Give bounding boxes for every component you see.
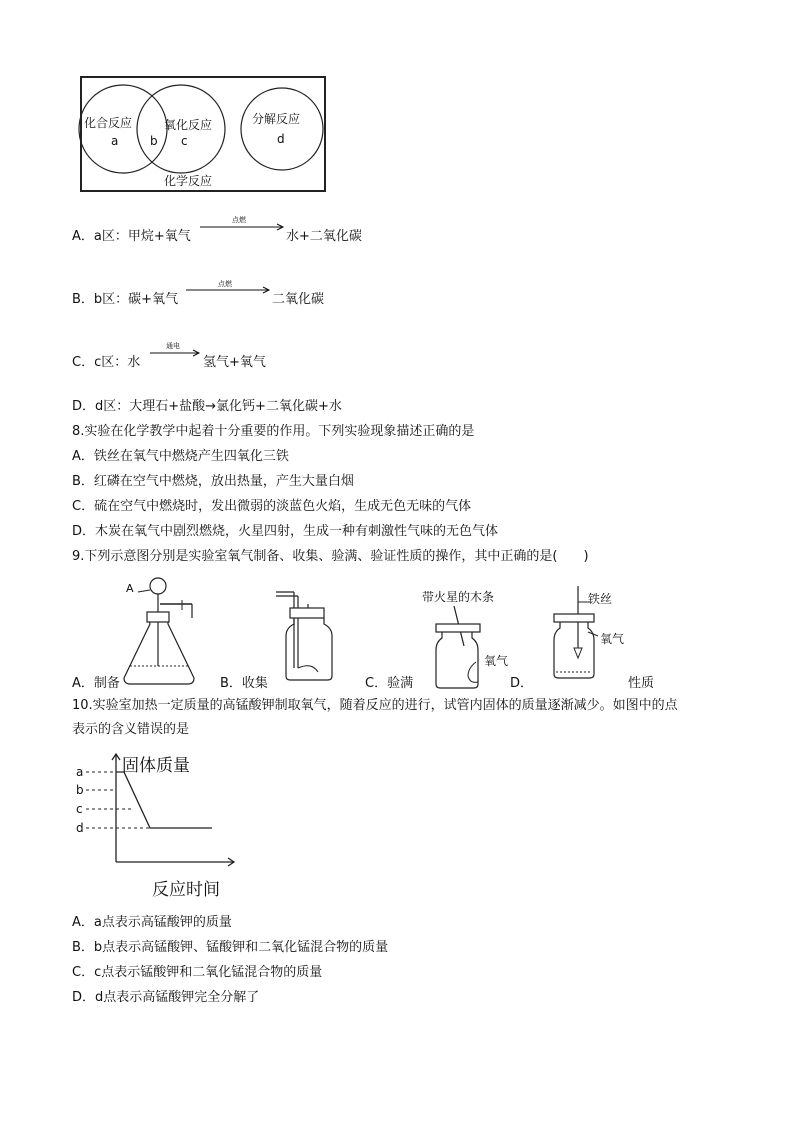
q8-option-d: D．木炭在氧气中剧烈燃烧，火星四射，生成一种有刺激性气味的无色气体 (72, 524, 499, 539)
q9-option-d: D． (510, 676, 534, 691)
q7-option-c-prefix: C．c区：水 (72, 355, 141, 370)
q9-oxygen-label-d: 氧气 (600, 632, 625, 646)
q10-option-a: A．a点表示高锰酸钾的质量 (72, 915, 232, 930)
venn-letter-c: c (181, 134, 188, 148)
q10-graph-level-d: d (76, 821, 84, 835)
q7-option-c-product: 氢气+氧气 (203, 355, 266, 370)
venn-label-chemical-reaction: 化学反应 (164, 174, 213, 188)
q7-option-a-condition: 点燃 (232, 216, 246, 224)
q9-option-a: A．制备 (72, 676, 120, 691)
venn-letter-d: d (277, 132, 285, 146)
q9-option-b: B．收集 (220, 676, 268, 691)
q7-option-b-prefix: B．b区：碳+氧气 (72, 292, 179, 307)
q10-option-d: D．d点表示高锰酸钾完全分解了 (72, 990, 260, 1005)
venn-diagram (78, 74, 328, 194)
mass-curve (116, 772, 212, 828)
q7-option-a-arrow (200, 222, 286, 232)
q10-graph (72, 752, 252, 902)
q9-splint-label: 带火星的木条 (422, 590, 495, 604)
q9-apparatus-d (544, 586, 644, 684)
q7-option-a-product: 水+二氧化碳 (286, 229, 362, 244)
venn-label-combination: 化合反应 (84, 116, 133, 130)
q8-stem: 8.实验在化学教学中起着十分重要的作用。下列实验现象描述正确的是 (72, 424, 475, 439)
q10-stem-line1: 10.实验室加热一定质量的高锰酸钾制取氧气，随着反应的进行，试管内固体的质量逐渐减少。如图中的点 (72, 698, 678, 713)
venn-letter-b: b (150, 134, 158, 148)
q7-option-c (72, 354, 140, 372)
q10-stem-line2: 表示的含义错误的是 (72, 722, 190, 737)
q9-apparatus-a (122, 574, 202, 690)
q7-option-b-condition: 点燃 (218, 280, 232, 288)
venn-label-oxidation: 氧化反应 (164, 118, 213, 132)
q7-option-b (72, 291, 178, 309)
venn-letter-a: a (111, 134, 119, 148)
q7-option-d: D．d区：大理石+盐酸→氯化钙+二氧化碳+水 (72, 399, 342, 414)
q7-option-b-arrow (186, 285, 272, 295)
gas-bottle-svg (272, 588, 342, 684)
q8-option-c: C．硫在空气中燃烧时，发出微弱的淡蓝色火焰，生成无色无味的气体 (72, 499, 472, 514)
q10-graph-level-c: c (76, 802, 83, 816)
q7-option-c-condition: 通电 (166, 342, 180, 350)
q9-apparatus-b (272, 588, 342, 684)
q10-option-c: C．c点表示锰酸钾和二氧化锰混合物的质量 (72, 965, 323, 980)
q8-option-b: B．红磷在空气中燃烧，放出热量，产生大量白烟 (72, 474, 354, 489)
q9-pointer-label-a: A (126, 582, 134, 595)
q9-oxygen-label-c: 氧气 (484, 654, 509, 668)
q10-option-b: B．b点表示高锰酸钾、锰酸钾和二氧化锰混合物的质量 (72, 940, 389, 955)
q10-graph-level-a: a (76, 765, 84, 779)
q9-option-d-tail: 性质 (628, 676, 655, 691)
q9-option-c: C．验满 (365, 676, 414, 691)
venn-label-decomposition: 分解反应 (252, 112, 301, 126)
q8-option-a: A．铁丝在氧气中燃烧产生四氧化三铁 (72, 449, 289, 464)
q10-graph-xlabel: 反应时间 (152, 880, 220, 900)
flask-funnel-svg (122, 574, 202, 690)
q7-option-c-arrow (150, 348, 202, 358)
q10-graph-level-b: b (76, 783, 84, 797)
q7-option-a (72, 228, 191, 246)
q10-graph-ylabel: 固体质量 (122, 756, 190, 776)
q9-stem: 9.下列示意图分别是实验室氧气制备、收集、验满、验证性质的操作，其中正确的是( ) (72, 549, 589, 564)
q7-option-b-product: 二氧化碳 (272, 292, 325, 307)
venn-circle-decomposition (241, 88, 323, 170)
q9-iron-wire-label: 铁丝 (588, 592, 613, 606)
q7-option-a-prefix: A．a区：甲烷+氧气 (72, 229, 191, 244)
